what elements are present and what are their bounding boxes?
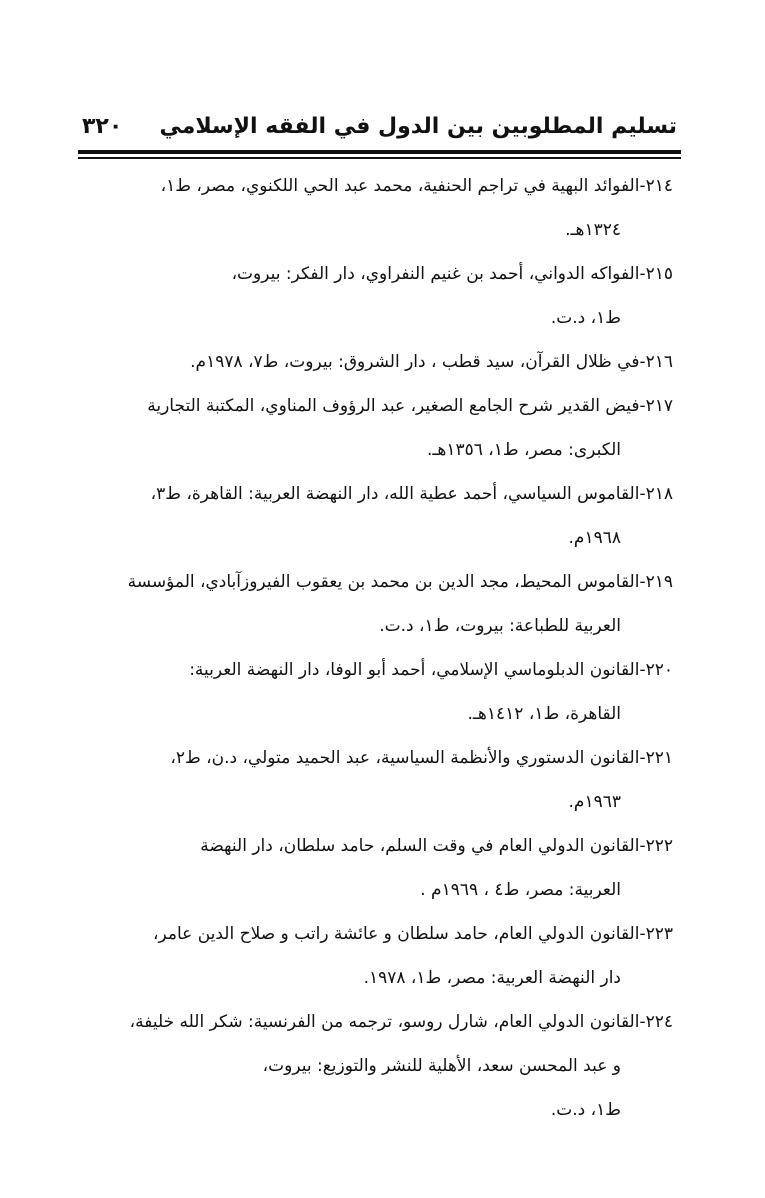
page-number: ٣٢٠ (82, 114, 123, 139)
bibliography-entry-214 (80, 164, 673, 252)
entry-line: ٢١٥-الفواكه الدواني، أحمد بن غنيم النفراوي، دار الفكر: بيروت، (231, 264, 673, 284)
bibliography-entry-221 (80, 736, 673, 824)
bibliography-entry-216 (80, 340, 673, 384)
bibliography-entry-223 (80, 912, 673, 1000)
entry-line: ٢١٦-في ظلال القرآن، سيد قطب ، دار الشروق: بيروت، ط٧، ١٩٧٨م. (190, 352, 673, 372)
entry-line: ٢١٤-الفوائد البهية في تراجم الحنفية، محمد عبد الحي اللكنوي، مصر، ط١، (160, 176, 673, 196)
running-title: تسليم المطلوبين بين الدول في الفقه الإسلامي (159, 114, 677, 139)
entry-continuation: ط١، د.ت. (550, 308, 621, 328)
entry-line: ٢٢٢-القانون الدولي العام في وقت السلم، حامد سلطان، دار النهضة (200, 836, 673, 856)
entry-continuation: دار النهضة العربية: مصر، ط١، ١٩٧٨. (363, 968, 621, 988)
bibliography-entry-220 (80, 648, 673, 736)
entry-continuation: العربية: مصر، ط٤ ، ١٩٦٩م . (420, 880, 621, 900)
entry-continuation: الكبرى: مصر، ط١، ١٣٥٦هـ. (426, 440, 621, 460)
bibliography-entry-217 (80, 384, 673, 472)
bibliography-entry-222 (80, 824, 673, 912)
page-header (78, 108, 677, 150)
entry-line: ٢٢٠-القانون الدبلوماسي الإسلامي، أحمد أبو الوفا، دار النهضة العربية: (189, 660, 673, 680)
entry-continuation: ط١، د.ت. (550, 1100, 621, 1120)
bibliography-list (80, 164, 673, 1132)
bibliography-entry-215 (80, 252, 673, 340)
bibliography-entry-219 (80, 560, 673, 648)
entry-line: ٢١٧-فيض القدير شرح الجامع الصغير، عبد الرؤوف المناوي، المكتبة التجارية (147, 396, 673, 416)
header-rule-thin (78, 157, 681, 159)
entry-continuation: و عبد المحسن سعد، الأهلية للنشر والتوزيع: بيروت، (262, 1056, 621, 1076)
entry-line: ٢٢٣-القانون الدولي العام، حامد سلطان و عائشة راتب و صلاح الدين عامر، (153, 924, 673, 944)
entry-line: ٢٢١-القانون الدستوري والأنظمة السياسية، عبد الحميد متولي، د.ن، ط٢، (170, 748, 673, 768)
bibliography-entry-218 (80, 472, 673, 560)
entry-continuation: ١٣٢٤هـ. (565, 220, 621, 240)
header-rule-thick (78, 150, 681, 154)
entry-continuation: القاهرة، ط١، ١٤١٢هـ. (467, 704, 621, 724)
entry-continuation: ١٩٦٨م. (568, 528, 621, 548)
entry-continuation: العربية للطباعة: بيروت، ط١، د.ت. (379, 616, 621, 636)
entry-line: ٢٢٤-القانون الدولي العام، شارل روسو، ترجمه من الفرنسية: شكر الله خليفة، (129, 1012, 673, 1032)
entry-line: ٢١٩-القاموس المحيط، مجد الدين بن محمد بن يعقوب الفيروزآبادي، المؤسسة (127, 572, 673, 592)
entry-line: ٢١٨-القاموس السياسي، أحمد عطية الله، دار النهضة العربية: القاهرة، ط٣، (150, 484, 673, 504)
bibliography-entry-224 (80, 1000, 673, 1132)
entry-continuation: ١٩٦٣م. (568, 792, 621, 812)
